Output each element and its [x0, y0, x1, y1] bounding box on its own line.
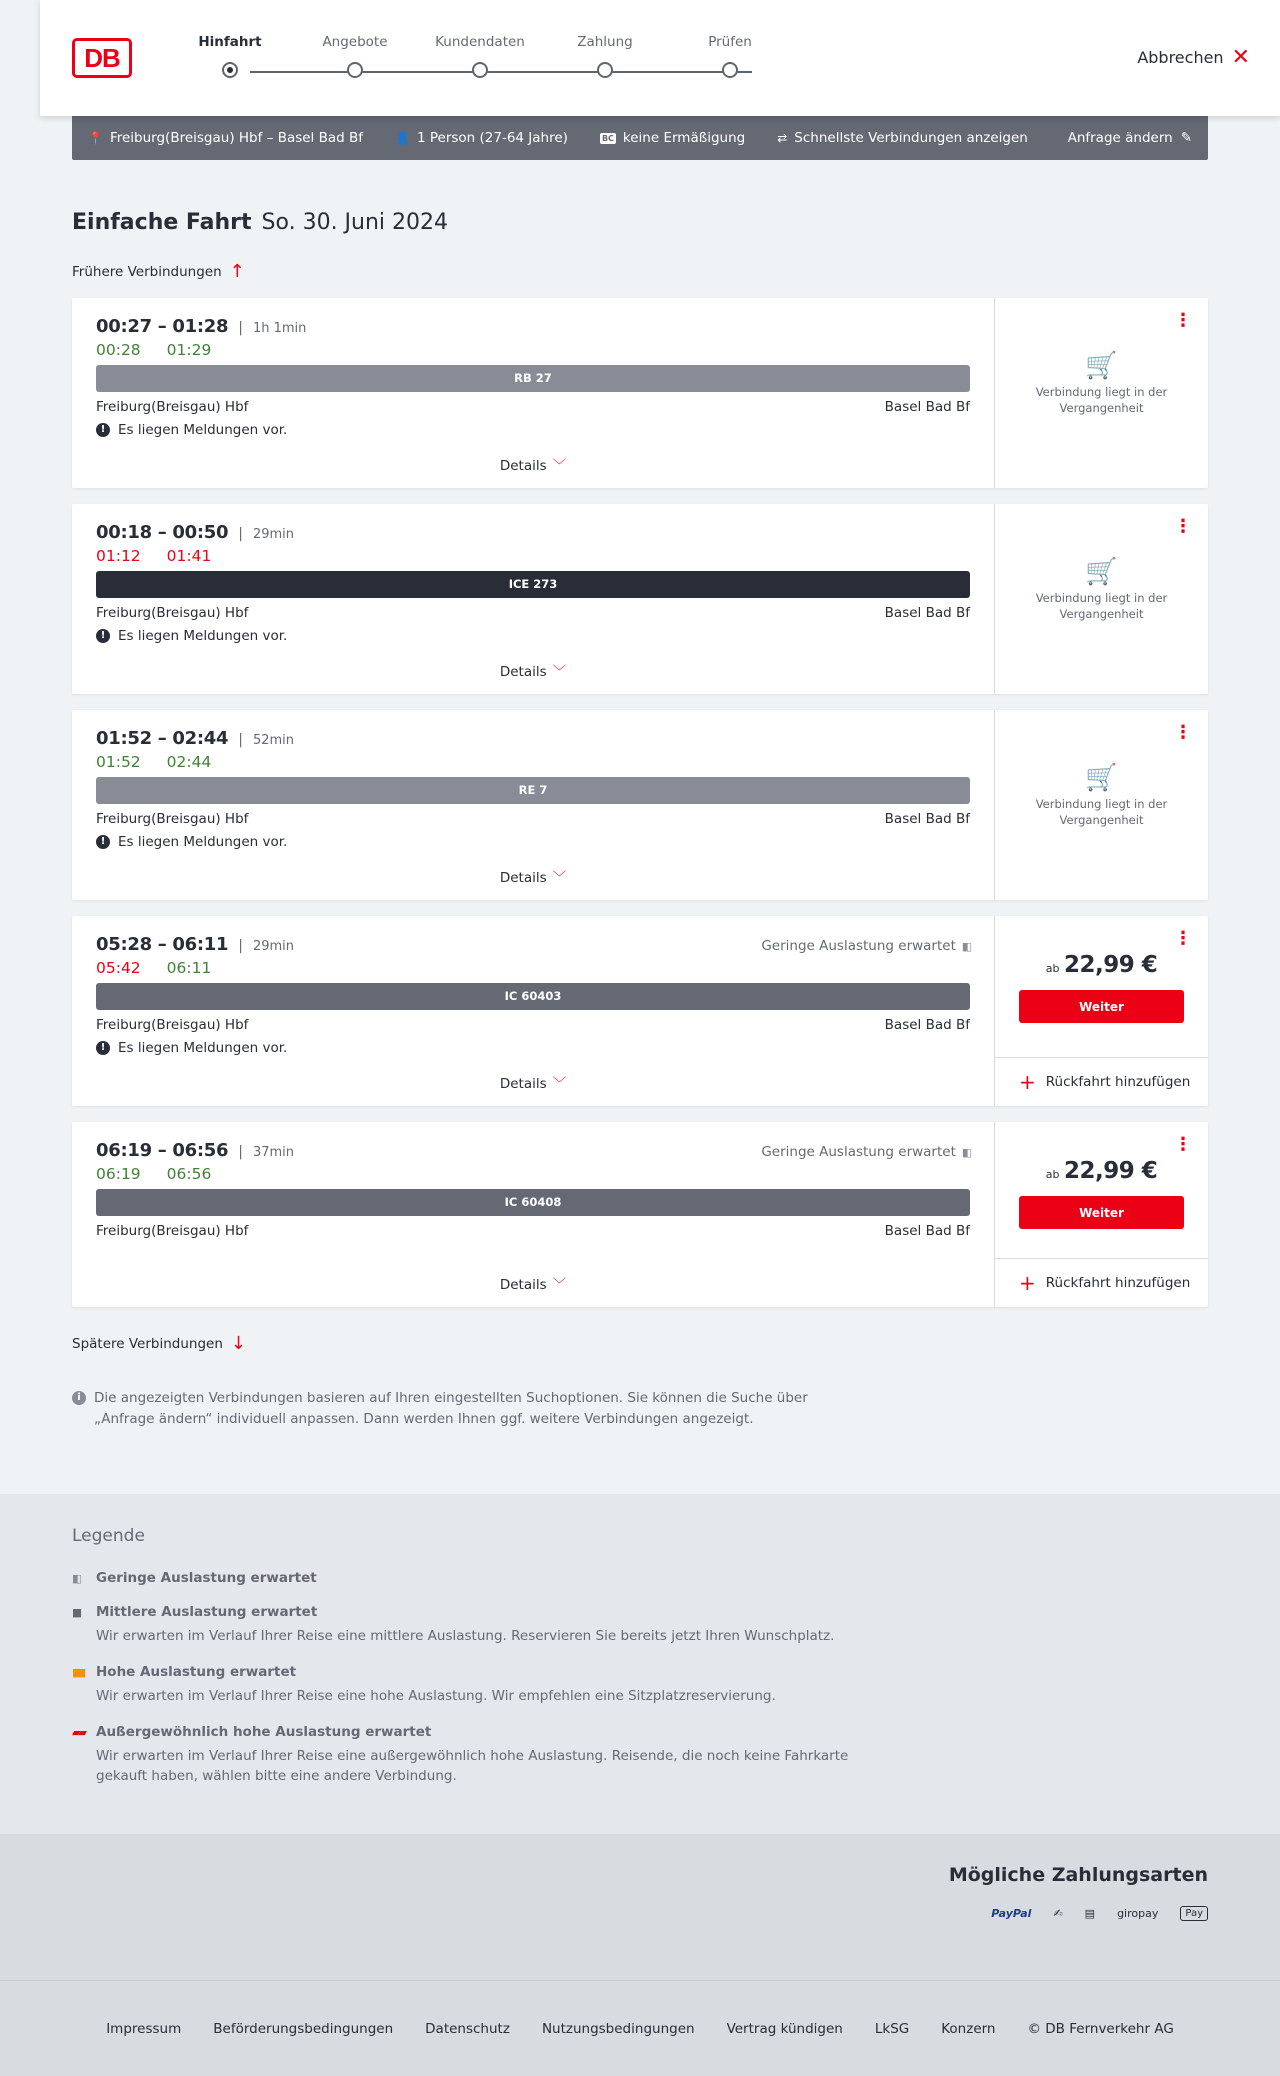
price-block: [995, 1158, 1208, 1229]
search-discount: [600, 130, 745, 146]
search-travellers: [395, 130, 568, 146]
cancel-button[interactable]: [1137, 44, 1250, 70]
legend-item: [72, 1604, 1208, 1646]
occupancy-text: Geringe Auslastung erwartet: [761, 938, 956, 954]
legend-description: Wir erwarten im Verlauf Ihrer Reise eine mittlere Auslastung. Reservieren Sie bereits jetzt Ihren Wunschplatz.: [96, 1628, 835, 1644]
realtime-departure: 00:28: [96, 341, 141, 359]
realtime-times: [96, 959, 970, 977]
footer-link-befoerderungsbedingungen[interactable]: Beförderungsbedingungen: [213, 2020, 394, 2037]
info-text: Die angezeigten Verbindungen basieren auf Ihren eingestellten Suchoptionen. Sie können die Suche über „Anfrage ändern“ individuell anpassen. Dann werden Ihnen ggf. weitere Verbindungen angezeigt.: [94, 1390, 808, 1427]
occupancy-low-icon: ▮▯: [72, 1571, 81, 1585]
origin-station: Freiburg(Breisgau) Hbf: [96, 1223, 249, 1239]
option-text: Schnellste Verbindungen anzeigen: [794, 130, 1028, 146]
destination-station: Basel Bad Bf: [884, 1223, 970, 1239]
train-bar[interactable]: IC 60408: [96, 1189, 970, 1216]
more-options-icon[interactable]: ⋮: [1174, 928, 1192, 949]
arrow-up-icon: ↑: [229, 261, 245, 282]
notice: [96, 1040, 970, 1056]
connection-offer: [994, 710, 1208, 900]
payment-icons: [991, 1906, 1208, 1921]
realtime-arrival: 06:11: [166, 959, 212, 977]
details-toggle[interactable]: [72, 1072, 994, 1092]
separator: |: [238, 526, 243, 542]
notice: [96, 628, 970, 644]
duration: 29min: [252, 939, 295, 954]
footer-link-konzern[interactable]: Konzern: [941, 2020, 996, 2037]
occupancy-indicator: [761, 938, 970, 954]
connection-info: [72, 298, 994, 488]
notice-text: Es liegen Meldungen vor.: [118, 1040, 288, 1056]
price: 22,99 €: [1063, 1158, 1158, 1184]
notice: [96, 834, 970, 850]
connection-info: [72, 916, 994, 1106]
train-bar[interactable]: RE 7: [96, 777, 970, 804]
origin-station: Freiburg(Breisgau) Hbf: [96, 399, 249, 415]
past-connection-notice: [995, 351, 1208, 416]
continue-button[interactable]: Weiter: [1019, 990, 1184, 1023]
change-request-button[interactable]: [1068, 116, 1192, 160]
pencil-icon: ✎: [1180, 130, 1192, 146]
destination-station: Basel Bad Bf: [884, 399, 970, 415]
duration: 37min: [252, 1145, 295, 1160]
paypal-icon: PayPal: [991, 1907, 1032, 1920]
travellers-text: 1 Person (27-64 Jahre): [416, 130, 568, 146]
details-label: Details: [499, 458, 547, 474]
past-text: Verbindung liegt in der Vergangenheit: [1035, 797, 1168, 827]
origin-station: Freiburg(Breisgau) Hbf: [96, 605, 249, 621]
page-footer: [0, 1980, 1280, 2076]
planned-time-range: 01:52 – 02:44: [96, 728, 229, 749]
db-logo[interactable]: DB: [72, 38, 132, 78]
step-dot: [722, 62, 738, 78]
exclamation-icon: !: [96, 629, 110, 643]
connection-card: [72, 710, 1208, 900]
step-label: Kundendaten: [435, 34, 525, 50]
legend-item-title: [72, 1664, 1208, 1680]
step-label: Hinfahrt: [198, 34, 262, 50]
more-options-icon[interactable]: ⋮: [1174, 516, 1192, 537]
search-option: [777, 130, 1028, 146]
separator: |: [238, 1144, 243, 1160]
cancel-label: Abbrechen: [1137, 48, 1224, 67]
more-options-icon[interactable]: ⋮: [1174, 722, 1192, 743]
legend-item: [72, 1724, 1208, 1786]
realtime-times: [96, 341, 970, 359]
step-angebote: [310, 34, 400, 78]
realtime-departure: 01:52: [96, 753, 141, 771]
cart-unavailable-icon: 🛒: [1085, 557, 1118, 587]
step-dot: [222, 62, 238, 78]
planned-time-range: 00:27 – 01:28: [96, 316, 229, 337]
past-text: Verbindung liegt in der Vergangenheit: [1035, 385, 1168, 415]
connection-card: [72, 298, 1208, 488]
notice-text: Es liegen Meldungen vor.: [118, 834, 288, 850]
chevron-down-icon: ﹀: [552, 1076, 567, 1092]
connection-card: [72, 1122, 1208, 1307]
past-connection-notice: [995, 763, 1208, 828]
connection-offer: [994, 298, 1208, 488]
results-main: [72, 210, 1208, 1430]
cart-unavailable-icon: 🛒: [1085, 763, 1118, 793]
chevron-down-icon: ﹀: [552, 1277, 567, 1293]
step-pruefen: [685, 34, 775, 78]
arrow-down-icon: ↓: [230, 1333, 246, 1354]
legend-label: Außergewöhnlich hohe Auslastung erwartet: [96, 1724, 432, 1740]
origin-station: Freiburg(Breisgau) Hbf: [96, 1017, 249, 1033]
planned-times: [96, 728, 970, 749]
chevron-down-icon: ﹀: [552, 870, 567, 886]
step-label: Prüfen: [708, 34, 752, 50]
details-toggle[interactable]: [72, 866, 994, 886]
connection-info: [72, 710, 994, 900]
connection-offer: [994, 1122, 1208, 1307]
stations: [96, 1017, 970, 1033]
close-icon: ✕: [1231, 44, 1250, 70]
later-connections-link[interactable]: [72, 1333, 1208, 1354]
realtime-times: [96, 547, 970, 565]
footer-link-impressum[interactable]: Impressum: [106, 2020, 182, 2037]
copyright: © DB Fernverkehr AG: [1027, 2020, 1174, 2037]
search-summary-bar: [72, 116, 1208, 160]
earlier-connections-label: Frühere Verbindungen: [72, 263, 222, 280]
search-route: [88, 130, 363, 146]
cart-unavailable-icon: 🛒: [1085, 351, 1118, 381]
occupancy-high-icon: ▮▮▮: [72, 1665, 85, 1679]
legend-item-title: [72, 1604, 1208, 1620]
price-prefix: ab: [1045, 1168, 1060, 1181]
step-label: Zahlung: [577, 34, 633, 50]
separator: |: [238, 938, 243, 954]
details-label: Details: [499, 664, 547, 680]
step-dot: [472, 62, 488, 78]
legend-item: [72, 1664, 1208, 1706]
footer-link-datenschutz[interactable]: Datenschutz: [425, 2020, 510, 2037]
connection-info: [72, 504, 994, 694]
details-label: Details: [499, 1277, 547, 1293]
realtime-arrival: 01:41: [166, 547, 212, 565]
legend-label: Geringe Auslastung erwartet: [96, 1570, 317, 1586]
person-icon: 👤: [395, 131, 410, 145]
occupancy-legend: [0, 1494, 1280, 1834]
step-dot: [347, 62, 363, 78]
change-request-label: Anfrage ändern: [1067, 130, 1173, 146]
destination-station: Basel Bad Bf: [884, 605, 970, 621]
occupancy-low-icon: ▮▯: [961, 939, 970, 953]
connection-card: [72, 916, 1208, 1106]
price: 22,99 €: [1063, 952, 1158, 978]
exclamation-icon: !: [96, 1041, 110, 1055]
destination-station: Basel Bad Bf: [884, 1017, 970, 1033]
apple-pay-icon: Pay: [1180, 1906, 1208, 1921]
realtime-departure: 06:19: [96, 1165, 141, 1183]
swap-arrows-icon: ⇄: [777, 131, 788, 145]
trip-date: So. 30. Juni 2024: [261, 210, 449, 235]
trip-type-title: Einfache Fahrt: [72, 210, 252, 235]
step-hinfahrt: [185, 34, 275, 78]
connection-info: [72, 1122, 994, 1307]
step-dot: [597, 62, 613, 78]
later-connections-label: Spätere Verbindungen: [72, 1335, 223, 1352]
price-block: [995, 952, 1208, 1023]
train-bar[interactable]: ICE 273: [96, 571, 970, 598]
origin-station: Freiburg(Breisgau) Hbf: [96, 811, 249, 827]
earlier-connections-link[interactable]: [72, 261, 1208, 282]
chevron-down-icon: ﹀: [552, 458, 567, 474]
discount-text: keine Ermäßigung: [622, 130, 746, 146]
legend-item-title: [72, 1570, 1208, 1586]
realtime-arrival: 06:56: [166, 1165, 212, 1183]
exclamation-icon: !: [96, 423, 110, 437]
continue-button[interactable]: Weiter: [1019, 1196, 1184, 1229]
realtime-arrival: 01:29: [166, 341, 212, 359]
search-info-note: [72, 1388, 852, 1430]
add-return-button[interactable]: [995, 1258, 1208, 1307]
location-pin-icon: 📍: [88, 131, 103, 145]
footer-link-lksg[interactable]: LkSG: [874, 2020, 910, 2037]
past-text: Verbindung liegt in der Vergangenheit: [1035, 591, 1168, 621]
more-options-icon[interactable]: ⋮: [1174, 1134, 1192, 1155]
bahncard-icon: BC: [601, 133, 614, 143]
details-toggle[interactable]: [72, 1273, 994, 1293]
details-toggle[interactable]: [72, 454, 994, 474]
separator: |: [238, 732, 243, 748]
chevron-down-icon: ﹀: [552, 664, 567, 680]
add-return-button[interactable]: [995, 1057, 1208, 1106]
legend-title: Legende: [72, 1526, 145, 1546]
past-connection-notice: [995, 557, 1208, 622]
occupancy-low-icon: ▮▯: [961, 1145, 970, 1159]
planned-time-range: 05:28 – 06:11: [96, 934, 229, 955]
realtime-departure: 05:42: [96, 959, 141, 977]
realtime-arrival: 02:44: [166, 753, 212, 771]
details-label: Details: [499, 870, 547, 886]
connection-card: [72, 504, 1208, 694]
train-bar[interactable]: IC 60403: [96, 983, 970, 1010]
legend-description: Wir erwarten im Verlauf Ihrer Reise eine außergewöhnlich hohe Auslastung. Reisende, die noch keine Fahrkarte gekauft haben, wählen bitte eine andere Verbindung.: [96, 1748, 849, 1784]
details-toggle[interactable]: [72, 660, 994, 680]
separator: |: [238, 320, 243, 336]
stations: [96, 605, 970, 621]
giropay-icon: giropay: [1117, 1907, 1159, 1920]
connection-offer: [994, 916, 1208, 1106]
page-header: [40, 0, 1280, 116]
stations: [96, 811, 970, 827]
train-bar[interactable]: RB 27: [96, 365, 970, 392]
sepa-icon: ▤: [1084, 1907, 1096, 1920]
info-icon: i: [72, 1391, 86, 1405]
duration: 52min: [252, 733, 295, 748]
step-label: Angebote: [322, 34, 388, 50]
footer-link-vertrag-kuendigen[interactable]: Vertrag kündigen: [726, 2020, 843, 2037]
notice-text: Es liegen Meldungen vor.: [118, 422, 288, 438]
details-label: Details: [499, 1076, 547, 1092]
payment-methods: [0, 1834, 1280, 1980]
legend-label: Mittlere Auslastung erwartet: [96, 1604, 318, 1620]
add-return-label: Rückfahrt hinzufügen: [1045, 1275, 1191, 1291]
price-prefix: ab: [1045, 962, 1060, 975]
page-title: [72, 210, 1208, 235]
step-kundendaten: [435, 34, 525, 78]
planned-times: [96, 316, 970, 337]
footer-link-nutzungsbedingungen[interactable]: Nutzungsbedingungen: [541, 2020, 695, 2037]
progress-stepper: [198, 0, 780, 116]
credit-card-icon: ✍: [1053, 1907, 1063, 1920]
occupancy-exceptional-icon: ▰▰: [72, 1725, 85, 1739]
legend-item-title: [72, 1724, 1208, 1740]
route-text: Freiburg(Breisgau) Hbf – Basel Bad Bf: [109, 130, 364, 146]
planned-time-range: 06:19 – 06:56: [96, 1140, 229, 1161]
stations: [96, 399, 970, 415]
realtime-times: [96, 1165, 970, 1183]
payment-title: Mögliche Zahlungsarten: [948, 1864, 1208, 1886]
occupancy-indicator: [761, 1144, 970, 1160]
notice-text: Es liegen Meldungen vor.: [118, 628, 288, 644]
duration: 1h 1min: [252, 321, 307, 336]
legend-description: Wir erwarten im Verlauf Ihrer Reise eine hohe Auslastung. Wir empfehlen eine Sitzplatzreservierung.: [96, 1688, 776, 1704]
exclamation-icon: !: [96, 835, 110, 849]
plus-icon: +: [1019, 1271, 1036, 1295]
legend-label: Hohe Auslastung erwartet: [96, 1664, 297, 1680]
stations: [96, 1223, 970, 1239]
duration: 29min: [252, 527, 295, 542]
legend-item: [72, 1570, 1208, 1586]
plus-icon: +: [1019, 1070, 1036, 1094]
add-return-label: Rückfahrt hinzufügen: [1045, 1074, 1191, 1090]
occupancy-medium-icon: ▮▮: [72, 1605, 81, 1619]
realtime-departure: 01:12: [96, 547, 141, 565]
more-options-icon[interactable]: ⋮: [1174, 310, 1192, 331]
occupancy-text: Geringe Auslastung erwartet: [761, 1144, 956, 1160]
realtime-times: [96, 753, 970, 771]
connection-offer: [994, 504, 1208, 694]
notice: [96, 422, 970, 438]
planned-time-range: 00:18 – 00:50: [96, 522, 229, 543]
step-zahlung: [560, 34, 650, 78]
destination-station: Basel Bad Bf: [884, 811, 970, 827]
planned-times: [96, 522, 970, 543]
